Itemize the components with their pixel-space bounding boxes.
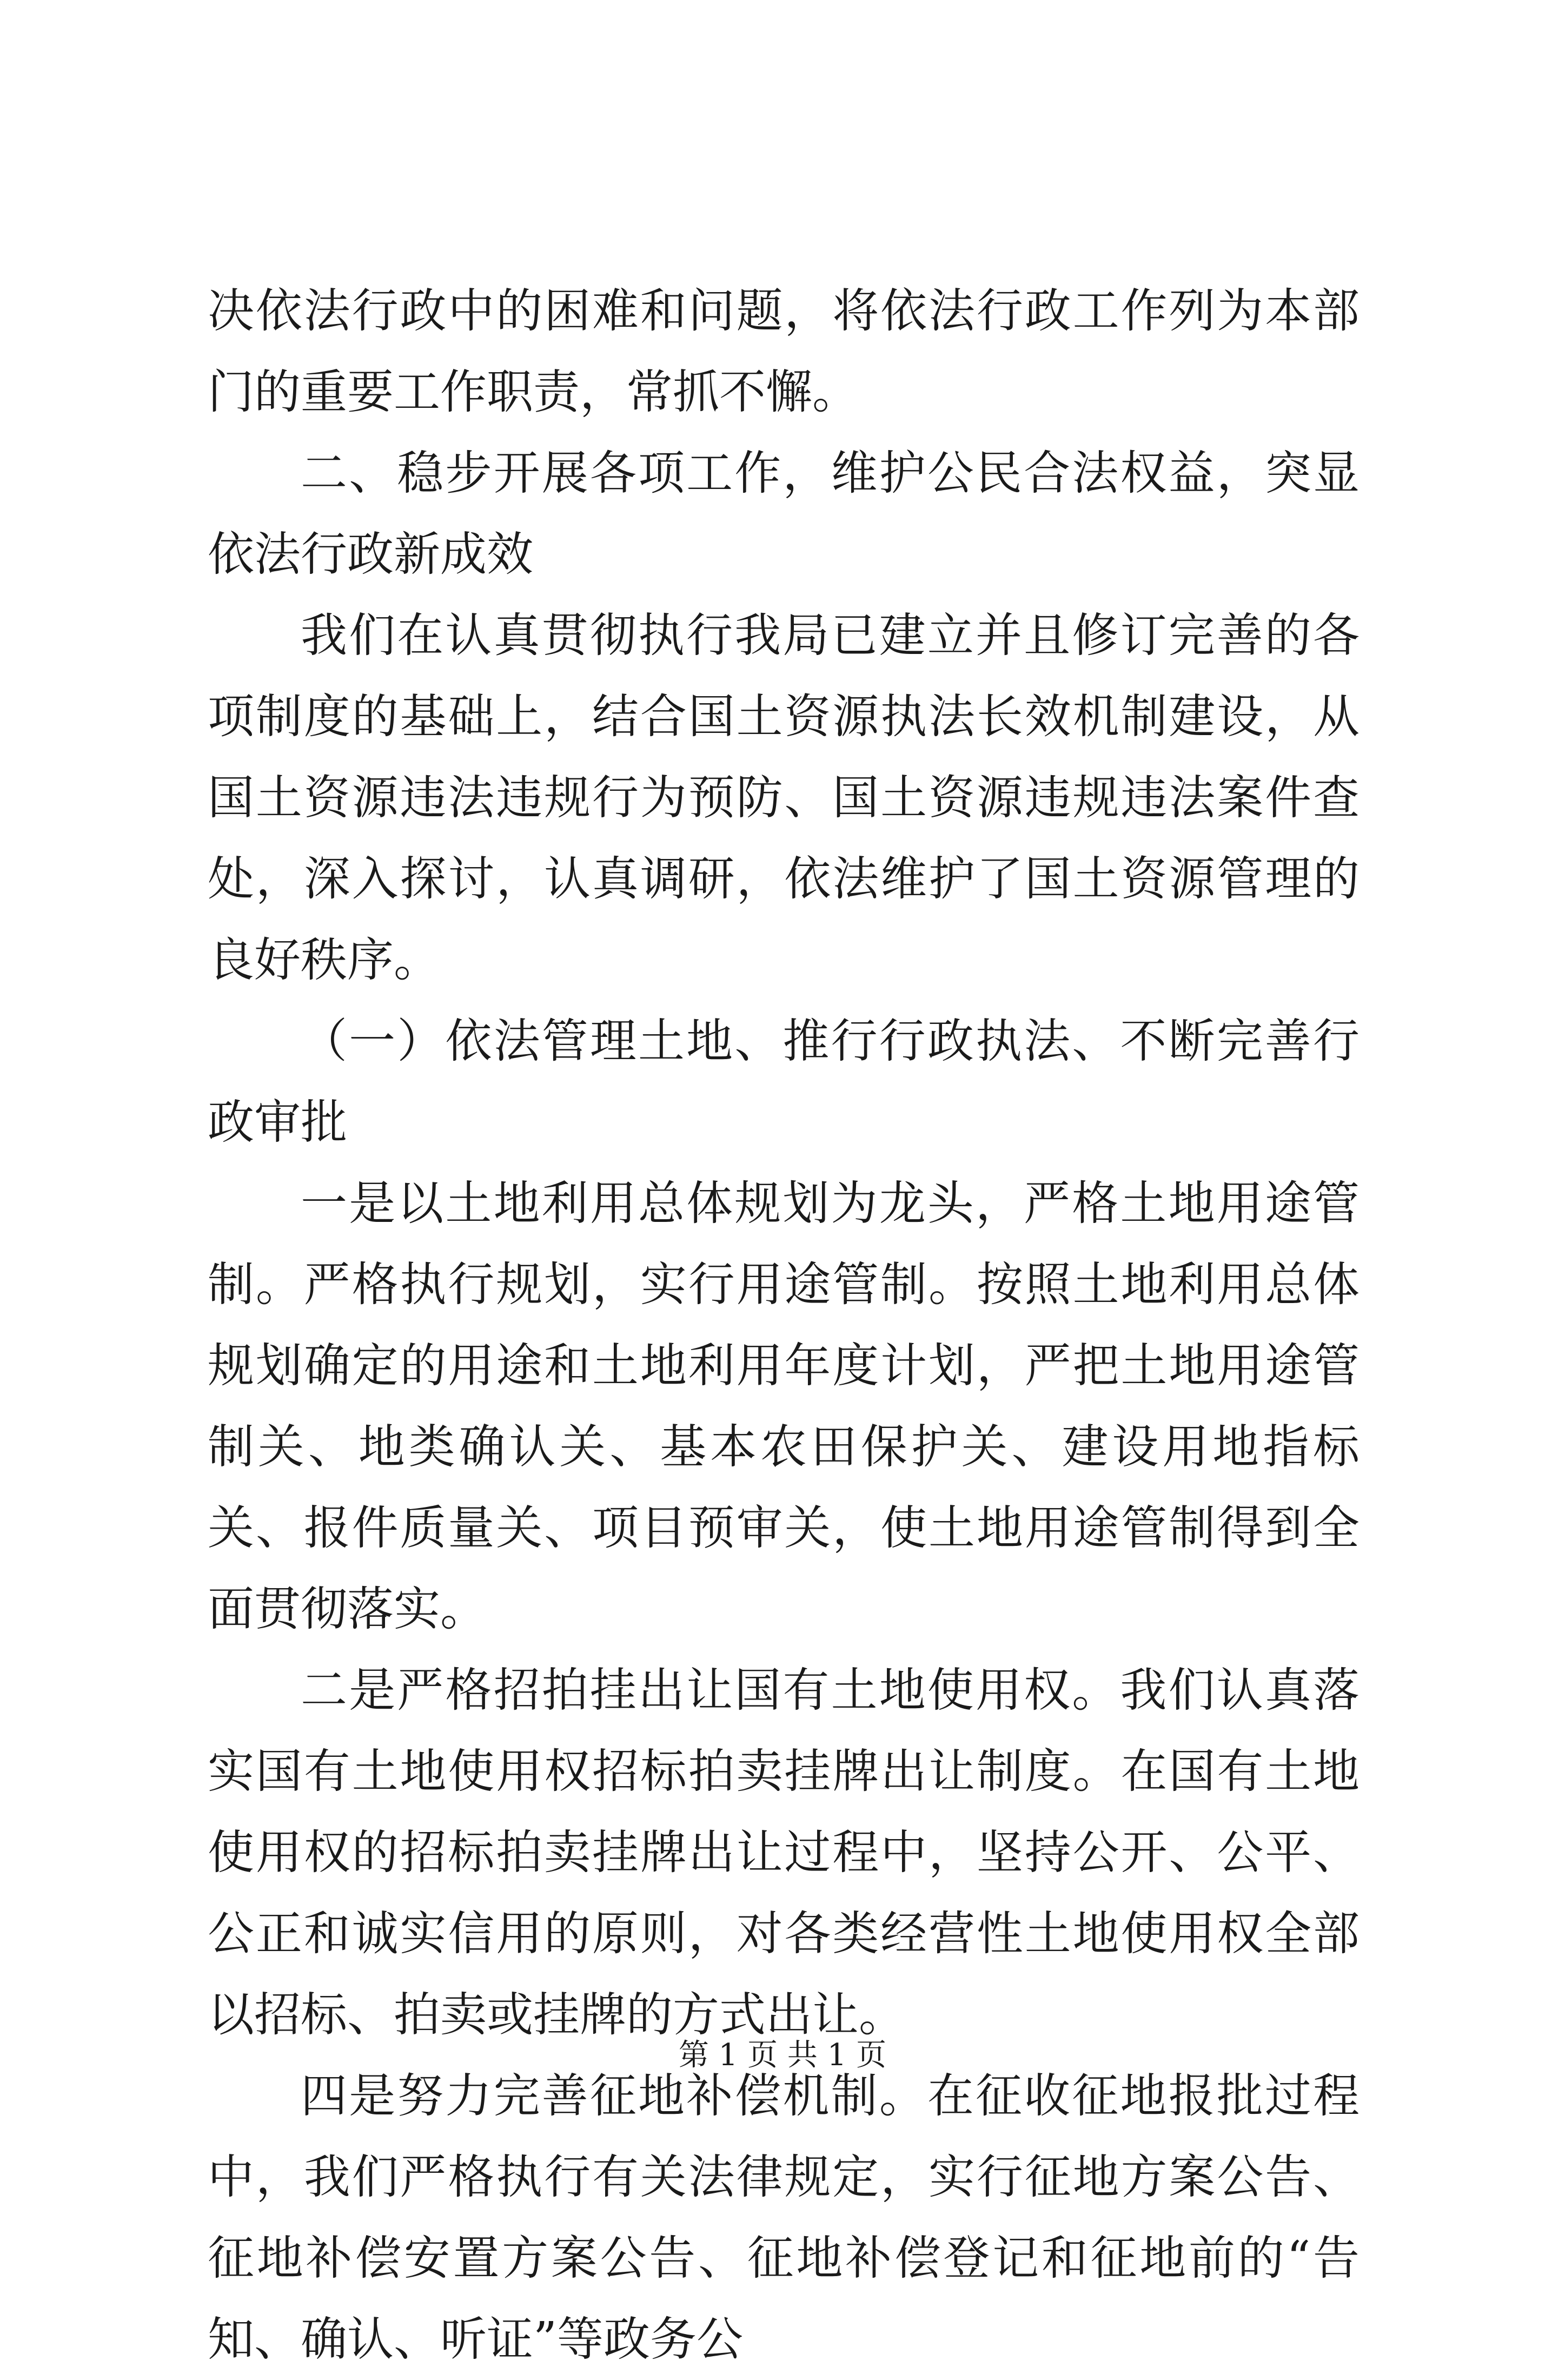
paragraph-item-4: 四是努力完善征地补偿机制。在征收征地报批过程中，我们严格执行有关法律规定，实行征地方案公告、征地补偿安置方案公告、征地补偿登记和征地前的“告知、确认、听证”等政务公: [208, 2069, 1360, 2366]
page-number-label: 第 1 页 共 1 页: [678, 2038, 887, 2073]
page-footer: [0, 2034, 1565, 2077]
paragraph-item-2: 二是严格招拍挂出让国有土地使用权。我们认真落实国有土地使用权招标拍卖挂牌出让制度。在国有土地使用权的招标拍卖挂牌出让过程中，坚持公开、公平、公正和诚实信用的原则，对各类经营性土地使用权全部以招标、拍卖或挂牌的方式出让。: [208, 1663, 1360, 2042]
paragraph-intro: 我们在认真贯彻执行我局已建立并且修订完善的各项制度的基础上，结合国土资源执法长效机制建设，从国土资源违法违规行为预防、国土资源违规违法案件查处，深入探讨，认真调研，依法维护了国土资源管理的良好秩序。: [208, 609, 1360, 987]
subsection-heading-1: （一）依法管理土地、推行行政执法、不断完善行政审批: [208, 1014, 1360, 1149]
section-heading-2: 二、稳步开展各项工作，维护公民合法权益，突显依法行政新成效: [208, 446, 1360, 581]
paragraph-item-1: 一是以土地利用总体规划为龙头，严格土地用途管制。严格执行规划，实行用途管制。按照土地利用总体规划确定的用途和土地利用年度计划，严把土地用途管制关、地类确认关、基本农田保护关、建设用地指标关、报件质量关、项目预审关，使土地用途管制得到全面贯彻落实。: [208, 1176, 1360, 1636]
paragraph-continuation: 决依法行政中的困难和问题，将依法行政工作列为本部门的重要工作职责，常抓不懈。: [208, 284, 1360, 419]
